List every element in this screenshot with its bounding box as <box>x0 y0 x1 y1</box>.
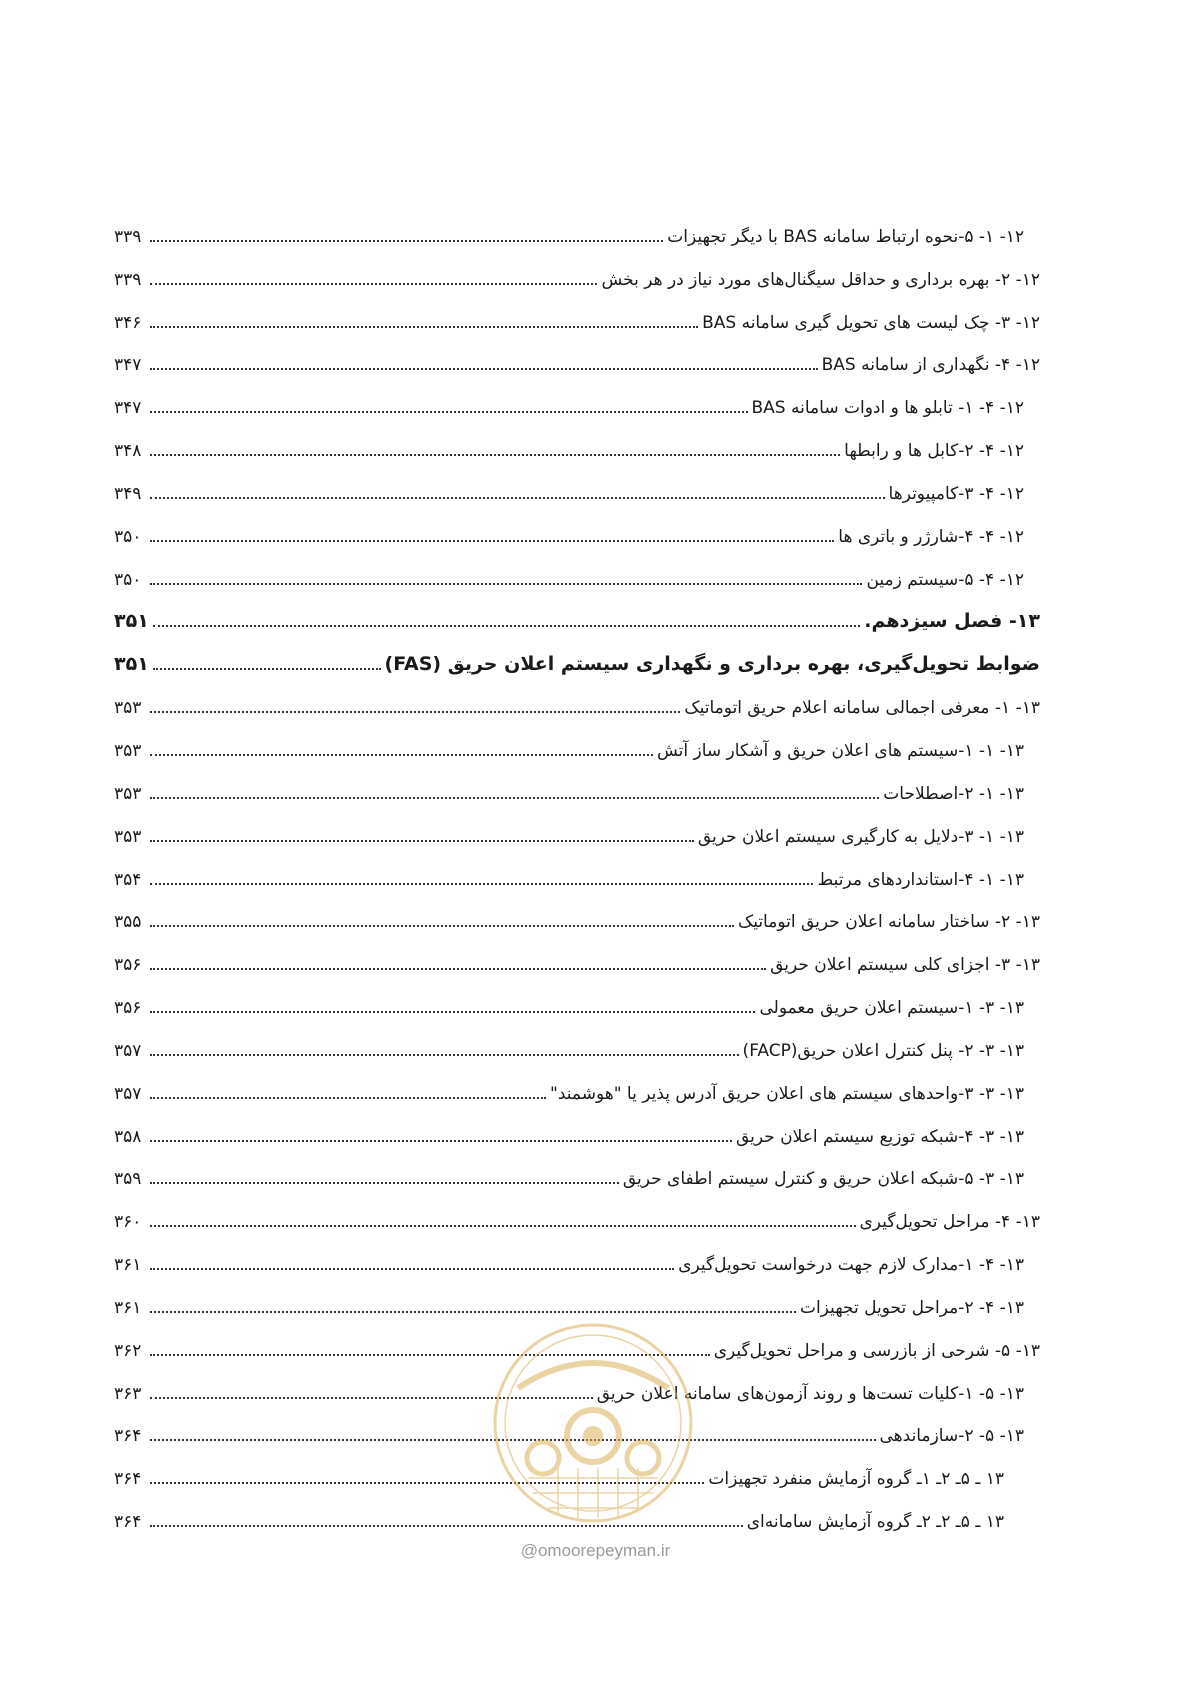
toc-entry-title: ۱۳- ۳- ۴-شبکه توزیع سیستم اعلان حریق <box>735 1126 1024 1147</box>
toc-entry-title: ۱۳- ۱- ۲-اصطلاحات <box>883 783 1024 804</box>
toc-entry <box>114 299 1040 342</box>
toc-entry-title: ۱۳- ۲- ساختار سامانه اعلان حریق اتوماتیک <box>737 912 1040 933</box>
toc-entry <box>114 1241 1040 1284</box>
toc-entry-page: ۳۵۱ <box>114 653 149 676</box>
toc-entry-page: ۳۶۰ <box>114 1212 142 1233</box>
toc-entry-title: ضوابط تحویل‌گیری، بهره برداری و نگهداری سیستم اعلان حریق (FAS) <box>384 653 1040 676</box>
dot-leader <box>153 668 381 670</box>
toc-entry-page: ۳۳۹ <box>114 226 142 247</box>
dot-leader <box>150 1225 856 1227</box>
toc-entry-page: ۳۵۰ <box>114 526 142 547</box>
toc-entry <box>114 427 1040 470</box>
toc-entry <box>114 813 1040 856</box>
dot-leader <box>150 711 680 713</box>
toc-entry-title: ۱۲- ۴- ۳-کامپیوترها <box>888 483 1024 504</box>
toc-entry-page: ۳۵۷ <box>114 1083 142 1104</box>
toc-entry-page: ۳۶۱ <box>114 1255 142 1276</box>
toc-entry <box>114 256 1040 299</box>
toc-entry-page: ۳۵۴ <box>114 869 142 890</box>
toc-entry <box>114 1113 1040 1156</box>
toc-entry-page: ۳۴۷ <box>114 398 142 419</box>
toc-entry-page: ۳۶۱ <box>114 1297 142 1318</box>
toc-entry-title: ۱۲- ۳- چک لیست های تحویل گیری سامانه BAS <box>702 312 1040 333</box>
toc-entry <box>114 727 1040 770</box>
toc-entry <box>114 899 1040 942</box>
toc-entry <box>114 941 1040 984</box>
dot-leader <box>150 1182 619 1184</box>
dot-leader <box>150 497 885 499</box>
publisher-logo-watermark <box>488 1318 698 1528</box>
toc-entry-page: ۳۵۸ <box>114 1126 142 1147</box>
dot-leader <box>150 540 834 542</box>
toc-entry-page: ۳۴۷ <box>114 355 142 376</box>
toc-entry-title: ۱۳ ـ ۵ـ ۲ـ ۱ـ گروه آزمایش منفرد تجهیزات <box>708 1469 1004 1490</box>
toc-entry-title: ۱۳- ۳- ۳-واحدهای سیستم های اعلان حریق آدرس پذیر یا "هوشمند" <box>550 1083 1024 1104</box>
toc-entry-title: ۱۲- ۱- ۵-نحوه ارتباط سامانه BAS با دیگر تجهیزات <box>667 226 1024 247</box>
toc-entry-title: ۱۳- ۵- ۱-کلیات تست‌ها و روند آزمون‌های سامانه اعلان حریق <box>596 1383 1024 1404</box>
toc-entry <box>114 342 1040 385</box>
toc-entry <box>114 513 1040 556</box>
toc-entry-page: ۳۶۴ <box>114 1469 142 1490</box>
toc-entry <box>114 1156 1040 1199</box>
toc-entry-page: ۳۶۴ <box>114 1512 142 1533</box>
toc-entry-title: ۱۳- ۳- ۵-شبکه اعلان حریق و کنترل سیستم اطفای حریق <box>622 1169 1024 1190</box>
dot-leader <box>150 925 734 927</box>
toc-entry-title: ۱۳- ۳- اجزای کلی سیستم اعلان حریق <box>770 955 1040 976</box>
dot-leader <box>150 1054 739 1056</box>
toc-chapter-entry <box>114 599 1040 642</box>
toc-entry <box>114 684 1040 727</box>
toc-entry-title: ۱۳- ۱- ۴-استانداردهای مرتبط <box>817 869 1024 890</box>
toc-entry-title: ۱۳- ۴- ۲-مراحل تحویل تجهیزات <box>799 1297 1024 1318</box>
toc-entry-page: ۳۵۹ <box>114 1169 142 1190</box>
toc-entry <box>114 984 1040 1027</box>
toc-chapter-entry <box>114 641 1040 684</box>
toc-entry <box>114 556 1040 599</box>
dot-leader <box>150 454 840 456</box>
toc-entry <box>114 1070 1040 1113</box>
toc-entry-title: ۱۳- فصل سیزدهم. <box>864 610 1040 633</box>
dot-leader <box>150 968 766 970</box>
toc-entry-title: ۱۲- ۴- نگهداری از سامانه BAS <box>821 355 1040 376</box>
dot-leader <box>150 1268 674 1270</box>
toc-entry-page: ۳۵۳ <box>114 826 142 847</box>
dot-leader <box>150 840 694 842</box>
toc-entry-page: ۳۶۳ <box>114 1383 142 1404</box>
toc-entry-title: ۱۳- ۵- ۲-سازماندهی <box>879 1426 1024 1447</box>
toc-entry-title: ۱۳- ۳- ۲- پنل کنترل اعلان حریق(FACP) <box>742 1040 1024 1061</box>
toc-entry-page: ۳۴۶ <box>114 312 142 333</box>
toc-entry-title: ۱۳- ۴- مراحل تحویل‌گیری <box>859 1212 1040 1233</box>
dot-leader <box>150 283 597 285</box>
dot-leader <box>150 240 663 242</box>
dot-leader <box>150 797 879 799</box>
dot-leader <box>150 368 818 370</box>
dot-leader <box>150 1097 546 1099</box>
toc-entry-page: ۳۵۵ <box>114 912 142 933</box>
toc-entry <box>114 1027 1040 1070</box>
toc-entry <box>114 384 1040 427</box>
dot-leader <box>150 1311 796 1313</box>
toc-entry-page: ۳۵۳ <box>114 783 142 804</box>
toc-entry-page: ۳۴۹ <box>114 483 142 504</box>
toc-entry-page: ۳۴۸ <box>114 441 142 462</box>
toc-entry <box>114 213 1040 256</box>
toc-entry-title: ۱۲- ۴- ۱- تابلو ها و ادوات سامانه BAS <box>751 398 1024 419</box>
dot-leader <box>150 411 748 413</box>
toc-entry-page: ۳۵۱ <box>114 610 149 633</box>
toc-entry <box>114 770 1040 813</box>
dot-leader <box>150 883 813 885</box>
toc-entry-title: ۱۲- ۴- ۵-سیستم زمین <box>866 569 1024 590</box>
dot-leader <box>150 583 862 585</box>
toc-entry-title: ۱۳- ۱- معرفی اجمالی سامانه اعلام حریق اتوماتیک <box>684 698 1040 719</box>
dot-leader <box>150 1011 755 1013</box>
dot-leader <box>150 326 698 328</box>
toc-entry-page: ۳۶۴ <box>114 1426 142 1447</box>
toc-entry-title: ۱۳- ۴- ۱-مدارک لازم جهت درخواست تحویل‌گیری <box>678 1255 1024 1276</box>
toc-entry-page: ۳۵۷ <box>114 1040 142 1061</box>
watermark-url: @omoorepeyman.ir <box>520 1541 671 1560</box>
toc-entry-page: ۳۵۳ <box>114 740 142 761</box>
toc-entry <box>114 1198 1040 1241</box>
toc-entry <box>114 856 1040 899</box>
toc-entry-title: ۱۳- ۵- شرحی از بازرسی و مراحل تحویل‌گیری <box>713 1340 1040 1361</box>
toc-entry <box>114 470 1040 513</box>
toc-entry-page: ۳۵۶ <box>114 998 142 1019</box>
toc-entry-title: ۱۳- ۱- ۱-سیستم های اعلان حریق و آشکار ساز آتش <box>656 740 1024 761</box>
toc-entry-page: ۳۶۲ <box>114 1340 142 1361</box>
toc-entry-page: ۳۳۹ <box>114 269 142 290</box>
toc-entry-page: ۳۵۶ <box>114 955 142 976</box>
toc-entry-title: ۱۲- ۴- ۲-کابل ها و رابطها <box>844 441 1024 462</box>
toc-entry-title: ۱۳- ۳- ۱-سیستم اعلان حریق معمولی <box>759 998 1024 1019</box>
toc-entry-title: ۱۲- ۴- ۴-شارژر و باتری ها <box>838 526 1024 547</box>
dot-leader <box>153 625 860 627</box>
toc-entry-title: ۱۳- ۱- ۳-دلایل به کارگیری سیستم اعلان حریق <box>697 826 1024 847</box>
toc-entry-title: ۱۳ ـ ۵ـ ۲ـ ۲ـ گروه آزمایش سامانه‌ای <box>746 1512 1004 1533</box>
toc-entry-title: ۱۲- ۲- بهره برداری و حداقل سیگنال‌های مورد نیاز در هر بخش <box>601 269 1040 290</box>
dot-leader <box>150 754 653 756</box>
dot-leader <box>150 1140 732 1142</box>
toc-entry-page: ۳۵۰ <box>114 569 142 590</box>
toc-entry-page: ۳۵۳ <box>114 698 142 719</box>
